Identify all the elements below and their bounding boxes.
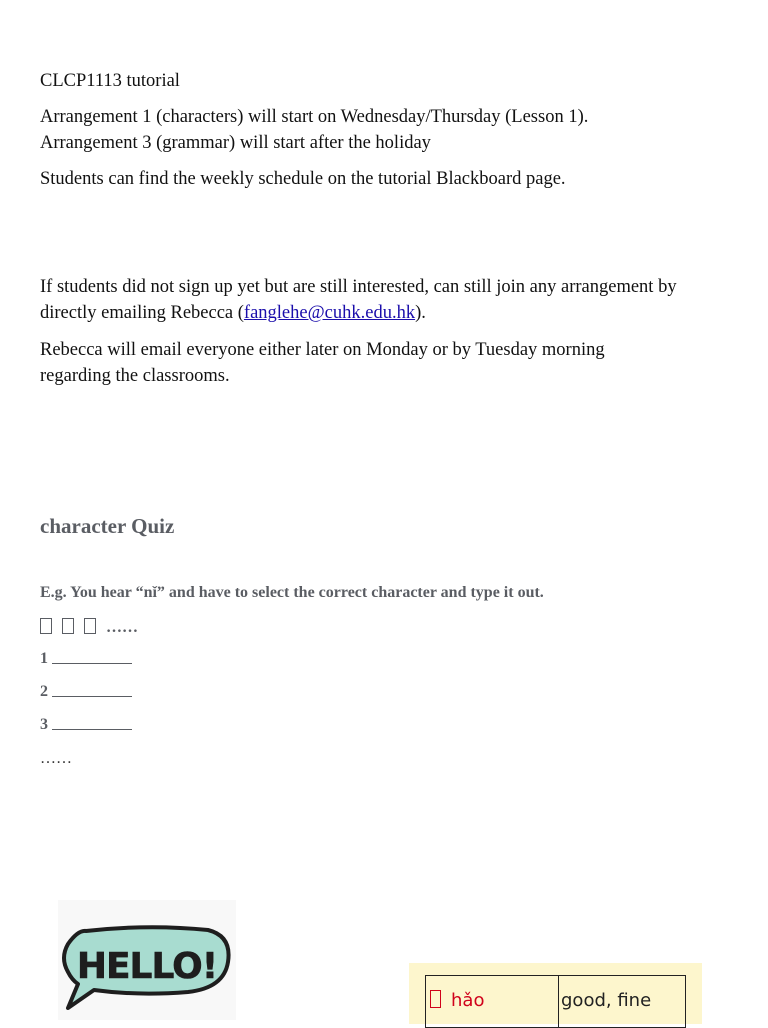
answer-number: 1 [40, 650, 48, 667]
vocab-table [425, 975, 686, 1028]
document-title: CLCP1113 tutorial [40, 71, 180, 91]
signup-text: If students did not sign up yet but are still interested, can still join any arrangement by directly emailing Rebecca ( [40, 277, 677, 323]
vocab-meaning-cell: good, fine [559, 976, 686, 1028]
arrangement-paragraph [40, 104, 720, 156]
table-row [426, 976, 686, 1028]
schedule-paragraph: Students can find the weekly schedule on the tutorial Blackboard page. [40, 169, 566, 189]
answer-blank [52, 684, 132, 697]
vocab-pinyin: hǎo [451, 990, 485, 1011]
answer-line [40, 650, 132, 668]
signup-text-end: ). [415, 303, 426, 323]
character-option-glyph [40, 618, 52, 634]
trailing-ellipsis: …… [40, 750, 72, 767]
email-notice-paragraph: Rebecca will email everyone either later on Monday or by Tuesday morning regarding the classrooms. [40, 340, 605, 386]
character-option-glyph [84, 618, 96, 634]
answer-blank [52, 717, 132, 730]
answer-line [40, 683, 132, 701]
arrangement-3-line: Arrangement 3 (grammar) will start after the holiday [40, 133, 431, 153]
arrangement-1-line: Arrangement 1 (characters) will start on Wednesday/Thursday (Lesson 1). [40, 107, 589, 127]
quiz-example: E.g. You hear “nǐ” and have to select the correct character and type it out. [40, 584, 544, 601]
answer-number: 3 [40, 716, 48, 733]
answer-number: 2 [40, 683, 48, 700]
answer-line [40, 716, 132, 734]
vocab-character-cell [426, 976, 559, 1028]
hello-sticker [58, 900, 236, 1020]
signup-paragraph [40, 274, 710, 326]
email-link[interactable]: fanglehe@cuhk.edu.hk [243, 303, 416, 323]
hello-text: HELLO! [76, 946, 218, 987]
hello-speech-bubble-icon [58, 900, 236, 1020]
character-option-glyph [62, 618, 74, 634]
answer-blank [52, 651, 132, 664]
character-options [40, 618, 138, 637]
character-glyph [430, 990, 441, 1008]
quiz-heading: character Quiz [40, 514, 175, 538]
options-ellipsis: …… [106, 619, 138, 636]
